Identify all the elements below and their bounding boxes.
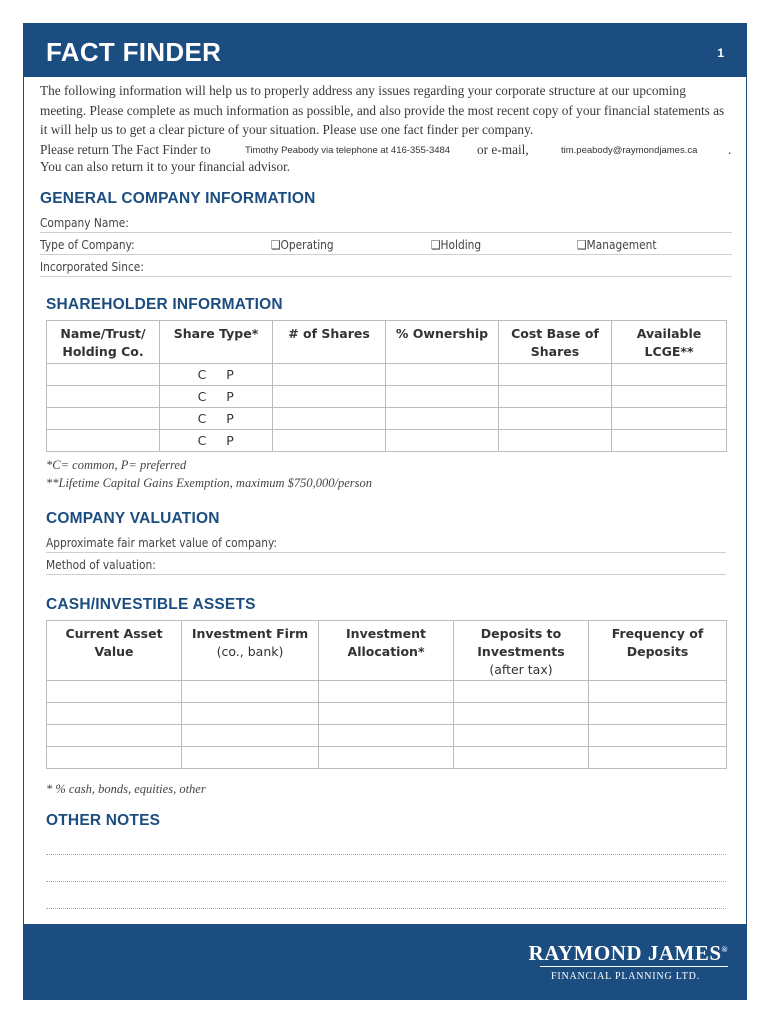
deposits-cell[interactable]: [454, 703, 589, 725]
allocation-footnote: * % cash, bonds, equities, other: [46, 782, 206, 796]
name-cell[interactable]: [47, 386, 160, 408]
notes-line[interactable]: [46, 854, 726, 855]
col-investment-allocation: Investment Allocation*: [319, 621, 454, 681]
or-email-text: or e-mail,: [477, 142, 529, 157]
table-row: [47, 408, 727, 430]
allocation-cell[interactable]: [319, 725, 454, 747]
name-cell[interactable]: [47, 430, 160, 452]
frequency-cell[interactable]: [589, 703, 727, 725]
lcge-cell[interactable]: [612, 408, 727, 430]
frequency-cell[interactable]: [589, 747, 727, 769]
firm-cell[interactable]: [182, 747, 319, 769]
name-cell[interactable]: [47, 364, 160, 386]
ownership-cell[interactable]: [386, 364, 499, 386]
shares-cell[interactable]: [273, 364, 386, 386]
return-instructions: [40, 140, 732, 160]
incorporated-since-label: Incorporated Since:: [40, 259, 144, 274]
shares-cell[interactable]: [273, 430, 386, 452]
assets-table: [46, 620, 727, 769]
asset-value-cell[interactable]: [47, 703, 182, 725]
cost-base-cell[interactable]: [499, 430, 612, 452]
table-row: [47, 725, 727, 747]
also-return-text: You can also return it to your financial advisor.: [40, 159, 291, 174]
firm-cell[interactable]: [182, 703, 319, 725]
table-row: [47, 386, 727, 408]
option-management[interactable]: ❑Management: [577, 237, 657, 252]
firm-cell[interactable]: [182, 725, 319, 747]
lcge-cell[interactable]: [612, 364, 727, 386]
frequency-cell[interactable]: [589, 681, 727, 703]
notes-section-title: OTHER NOTES: [46, 812, 161, 829]
share-type-cell[interactable]: C P: [160, 364, 273, 386]
incorporated-since-field[interactable]: [40, 255, 732, 277]
valuation-method-label: Method of valuation:: [46, 557, 156, 572]
col-current-asset-value: Current Asset Value: [47, 621, 182, 681]
share-type-footnote: *C= common, P= preferred: [46, 458, 187, 472]
table-row: [47, 364, 727, 386]
page-number: 1: [717, 46, 724, 60]
option-operating[interactable]: ❑Operating: [271, 237, 334, 252]
share-type-cell[interactable]: C P: [160, 408, 273, 430]
allocation-cell[interactable]: [319, 703, 454, 725]
fmv-field[interactable]: [46, 531, 726, 553]
col-name-trust: Name/Trust/ Holding Co.: [47, 321, 160, 364]
shares-cell[interactable]: [273, 408, 386, 430]
col-frequency: Frequency of Deposits: [589, 621, 727, 681]
firm-cell[interactable]: [182, 681, 319, 703]
name-cell[interactable]: [47, 408, 160, 430]
header-bar: [24, 24, 746, 77]
frequency-cell[interactable]: [589, 725, 727, 747]
valuation-section-title: COMPANY VALUATION: [46, 510, 220, 527]
share-type-cell[interactable]: C P: [160, 430, 273, 452]
cost-base-cell[interactable]: [499, 364, 612, 386]
company-name-field[interactable]: [40, 211, 732, 233]
col-ownership: % Ownership: [386, 321, 499, 364]
valuation-method-field[interactable]: [46, 553, 726, 575]
footer-bar: [24, 924, 746, 999]
asset-value-cell[interactable]: [47, 681, 182, 703]
lcge-cell[interactable]: [612, 386, 727, 408]
deposits-cell[interactable]: [454, 747, 589, 769]
col-share-type: Share Type*: [160, 321, 273, 364]
asset-value-cell[interactable]: [47, 747, 182, 769]
return-prefix: Please return The Fact Finder to: [40, 142, 211, 157]
col-cost-base: Cost Base of Shares: [499, 321, 612, 364]
notes-line[interactable]: [46, 881, 726, 882]
ownership-cell[interactable]: [386, 430, 499, 452]
shareholder-table: [46, 320, 727, 452]
table-row: [47, 747, 727, 769]
lcge-footnote: **Lifetime Capital Gains Exemption, maximum $750,000/person: [46, 476, 373, 490]
asset-value-cell[interactable]: [47, 725, 182, 747]
company-type-row: [40, 233, 732, 255]
shareholder-header-row: [47, 321, 727, 364]
deposits-cell[interactable]: [454, 725, 589, 747]
allocation-cell[interactable]: [319, 747, 454, 769]
allocation-cell[interactable]: [319, 681, 454, 703]
option-holding[interactable]: ❑Holding: [431, 237, 482, 252]
ownership-cell[interactable]: [386, 386, 499, 408]
return-contact: Timothy Peabody via telephone at 416-355-3484: [245, 145, 451, 156]
period: .: [728, 142, 732, 157]
company-name-label: Company Name:: [40, 215, 129, 230]
logo-divider: [540, 966, 728, 967]
col-num-shares: # of Shares: [273, 321, 386, 364]
col-lcge: Available LCGE**: [612, 321, 727, 364]
company-type-label: Type of Company:: [40, 237, 135, 252]
cost-base-cell[interactable]: [499, 408, 612, 430]
shares-cell[interactable]: [273, 386, 386, 408]
raymond-james-logo: RAYMOND JAMES®: [528, 941, 728, 965]
share-type-cell[interactable]: C P: [160, 386, 273, 408]
contact-email[interactable]: tim.peabody@raymondjames.ca: [561, 145, 698, 156]
notes-line[interactable]: [46, 908, 726, 909]
form-title: FACT FINDER: [46, 37, 222, 67]
fmv-label: Approximate fair market value of company:: [46, 535, 278, 550]
general-section-title: GENERAL COMPANY INFORMATION: [40, 190, 316, 207]
cost-base-cell[interactable]: [499, 386, 612, 408]
table-row: [47, 681, 727, 703]
logo-subtitle: FINANCIAL PLANNING LTD.: [550, 971, 700, 982]
shareholder-section-title: SHAREHOLDER INFORMATION: [46, 296, 283, 313]
ownership-cell[interactable]: [386, 408, 499, 430]
deposits-cell[interactable]: [454, 681, 589, 703]
col-investment-firm: Investment Firm (co., bank): [182, 621, 319, 681]
assets-header-row: [47, 621, 727, 681]
assets-section-title: CASH/INVESTIBLE ASSETS: [46, 596, 256, 613]
lcge-cell[interactable]: [612, 430, 727, 452]
table-row: [47, 430, 727, 452]
fact-finder-form: [23, 23, 747, 1000]
intro-paragraph: The following information will help us to properly address any issues regarding your corporate structure at our upcoming meeting. Please complete as much information as possible, and also provide the most recent copy of your financial statements as it will help us to get a clear picture of your situation. Please use one fact finder per company.: [40, 83, 725, 137]
col-deposits: Deposits to Investments (after tax): [454, 621, 589, 681]
table-row: [47, 703, 727, 725]
